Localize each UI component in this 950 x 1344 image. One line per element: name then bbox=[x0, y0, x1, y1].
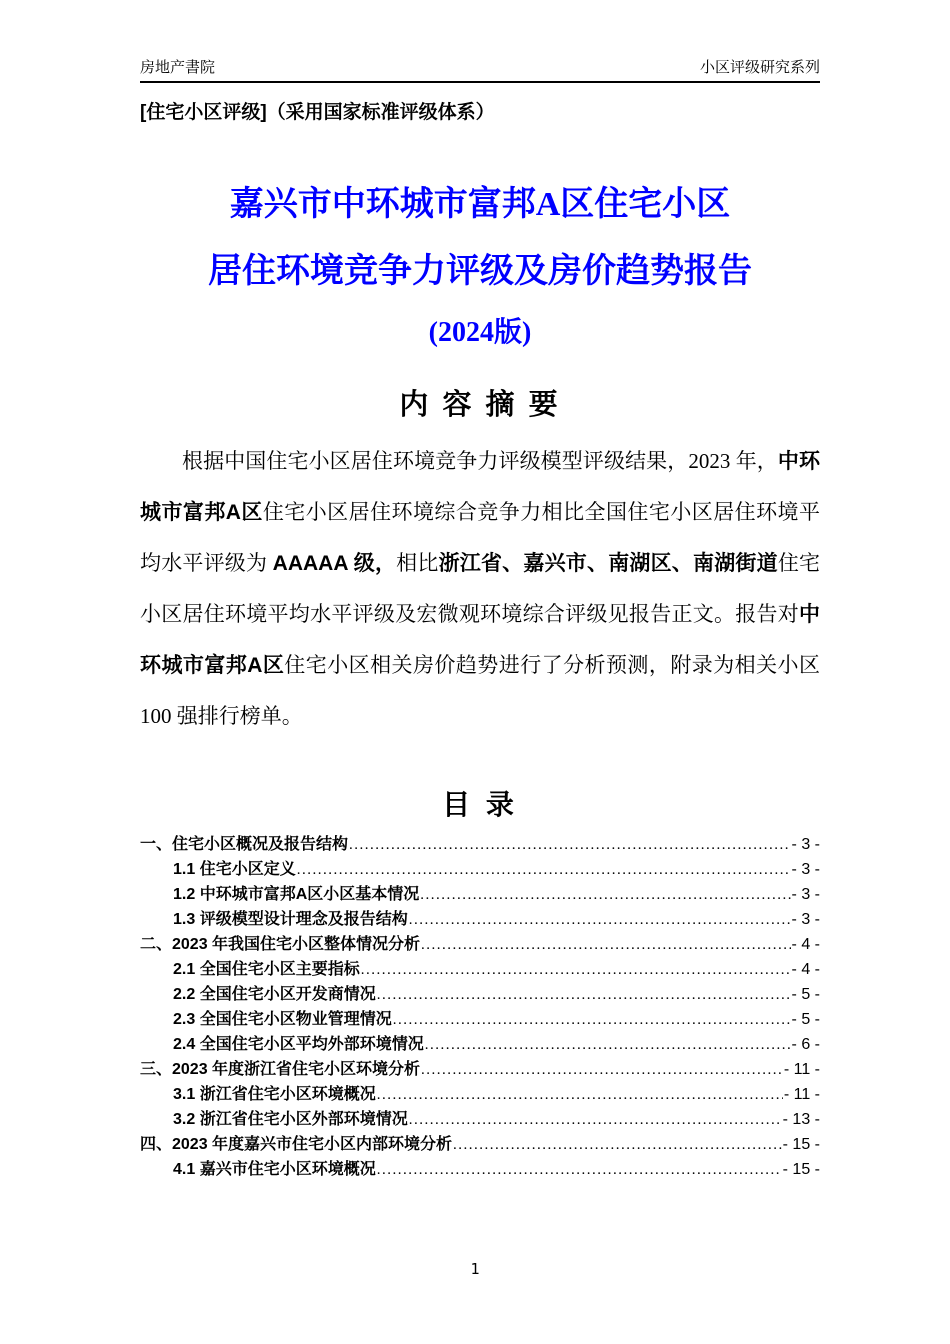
toc-leader-dots bbox=[421, 1057, 783, 1083]
toc-item-title: 四、2023 年度嘉兴市住宅小区内部环境分析 bbox=[140, 1136, 453, 1153]
page-header bbox=[140, 58, 820, 78]
toc-page-number: - 15 - bbox=[782, 1161, 820, 1178]
toc-leader-dots bbox=[409, 907, 791, 933]
toc-leader-dots bbox=[297, 857, 791, 883]
summary-text-run: 浙江省、嘉兴市、南湖区、南湖街道 bbox=[438, 552, 778, 575]
toc-item-title: 1.3 评级模型设计理念及报告结构 bbox=[173, 911, 408, 928]
report-title-line1: 嘉兴市中环城市富邦A区住宅小区 bbox=[229, 186, 731, 223]
summary-text-run: 住宅小区居住环境平均水平评级及宏微观环境综合评级见报告正文。报告对 bbox=[140, 551, 821, 626]
summary-text-run: AAAAA 级， bbox=[272, 552, 397, 575]
toc-item-title: 1.1 住宅小区定义 bbox=[173, 861, 296, 878]
toc-leader-dots bbox=[349, 832, 791, 858]
toc-page-number: - 5 - bbox=[791, 1011, 820, 1028]
summary-text-run: 中环城市富邦A区 bbox=[140, 603, 820, 677]
header-left-text: 房地产書院 bbox=[140, 59, 216, 76]
toc-row bbox=[140, 1082, 820, 1107]
toc-leader-dots bbox=[420, 882, 790, 908]
toc-row bbox=[140, 1107, 820, 1132]
toc-row bbox=[140, 1007, 820, 1032]
toc-page-number: - 5 - bbox=[791, 986, 820, 1003]
toc-item-title: 4.1 嘉兴市住宅小区环境概况 bbox=[173, 1161, 376, 1178]
toc-row bbox=[140, 957, 820, 982]
toc-row bbox=[140, 1057, 820, 1082]
toc-page-number: - 13 - bbox=[782, 1111, 820, 1128]
toc-leader-dots bbox=[377, 982, 791, 1008]
toc-heading: 目 录 bbox=[442, 789, 518, 820]
toc-page-number: - 6 - bbox=[791, 1036, 820, 1053]
toc-leader-dots bbox=[361, 957, 791, 983]
toc-row bbox=[140, 1032, 820, 1057]
toc-item-title: 3.1 浙江省住宅小区环境概况 bbox=[173, 1086, 376, 1103]
header-rule bbox=[140, 81, 820, 83]
toc-row bbox=[140, 1157, 820, 1182]
report-title-edition: (2024版) bbox=[428, 317, 532, 348]
header-right-text: 小区评级研究系列 bbox=[699, 59, 820, 76]
summary-text-run: 根据中国住宅小区居住环境竞争力评级模型评级结果，2023 年， bbox=[182, 449, 778, 473]
toc-page-number: - 3 - bbox=[791, 886, 820, 903]
summary-paragraph bbox=[140, 436, 820, 741]
toc-row bbox=[140, 882, 820, 907]
toc-item-title: 2.3 全国住宅小区物业管理情况 bbox=[173, 1011, 392, 1028]
toc-row bbox=[140, 1132, 820, 1157]
toc-page-number: - 3 - bbox=[791, 836, 820, 853]
toc-leader-dots bbox=[377, 1157, 782, 1183]
report-title-line2: 居住环境竞争力评级及房价趋势报告 bbox=[208, 253, 752, 290]
toc-leader-dots bbox=[377, 1082, 783, 1108]
toc-page-number: - 15 - bbox=[782, 1136, 820, 1153]
toc-item-title: 2.1 全国住宅小区主要指标 bbox=[173, 961, 360, 978]
toc-item-title: 二、2023 年我国住宅小区整体情况分析 bbox=[140, 936, 421, 953]
toc-item-title: 2.2 全国住宅小区开发商情况 bbox=[173, 986, 376, 1003]
toc-row bbox=[140, 982, 820, 1007]
toc-page-number: - 11 - bbox=[783, 1086, 820, 1103]
toc-leader-dots bbox=[453, 1132, 782, 1158]
toc-page-number: - 4 - bbox=[791, 961, 820, 978]
report-title bbox=[140, 182, 820, 353]
summary-text-run: 住宅小区相关房价趋势进行了分析预测，附录为相关小区 100 强排行榜单。 bbox=[140, 653, 821, 728]
toc-row bbox=[140, 832, 820, 857]
toc-row bbox=[140, 932, 820, 957]
toc-row bbox=[140, 907, 820, 932]
report-type-label: [住宅小区评级]（采用国家标准评级体系） bbox=[140, 102, 495, 123]
summary-text-run: 中环城市富邦A区 bbox=[140, 450, 821, 524]
toc-row bbox=[140, 857, 820, 882]
toc-leader-dots bbox=[421, 932, 791, 958]
summary-text-run: 相比 bbox=[396, 551, 439, 575]
toc-page-number: - 11 - bbox=[783, 1061, 820, 1078]
page-number-footer: 1 bbox=[470, 1260, 480, 1278]
toc-item-title: 3.2 浙江省住宅小区外部环境情况 bbox=[173, 1111, 408, 1128]
toc-leader-dots bbox=[409, 1107, 782, 1133]
toc-page-number: - 3 - bbox=[791, 861, 820, 878]
toc-page-number: - 3 - bbox=[791, 911, 820, 928]
toc-leader-dots bbox=[425, 1032, 791, 1058]
toc-page-number: - 4 - bbox=[791, 936, 820, 953]
summary-text-run: 住宅小区居住环境综合竞争力相比全国住宅小区居住环境平均水平评级为 bbox=[140, 500, 820, 575]
toc-item-title: 2.4 全国住宅小区平均外部环境情况 bbox=[173, 1036, 424, 1053]
toc-item-title: 三、2023 年度浙江省住宅小区环境分析 bbox=[140, 1061, 421, 1078]
toc-leader-dots bbox=[393, 1007, 791, 1033]
summary-heading: 内 容 摘 要 bbox=[399, 389, 561, 421]
toc-item-title: 一、住宅小区概况及报告结构 bbox=[140, 836, 349, 853]
toc-item-title: 1.2 中环城市富邦A区小区基本情况 bbox=[173, 886, 420, 903]
toc-list bbox=[140, 832, 820, 1182]
